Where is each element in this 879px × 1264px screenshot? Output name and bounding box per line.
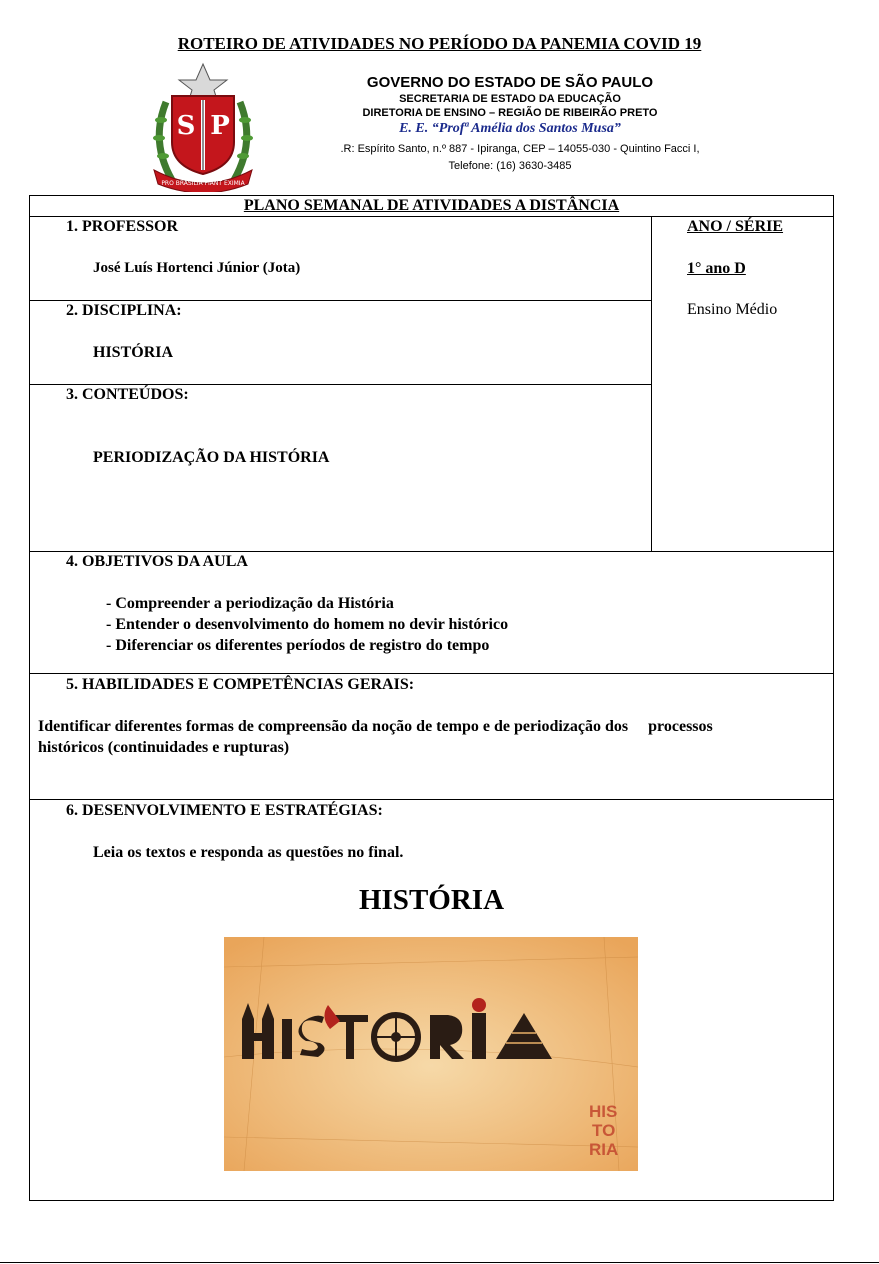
sao-paulo-seal-icon [148, 62, 258, 192]
header-government: GOVERNO DO ESTADO DE SÃO PAULO [366, 74, 654, 91]
column-divider [651, 216, 652, 551]
desenvolvimento-instruction: Leia os textos e responda as questões no final. [93, 844, 404, 861]
ensino-level: Ensino Médio [687, 301, 778, 318]
header-school-name: E. E. “Profª Amélia dos Santos Musa” [399, 121, 621, 136]
disciplina-label: 2. DISCIPLINA: [66, 302, 182, 319]
plan-title: PLANO SEMANAL DE ATIVIDADES A DISTÂNCIA [243, 197, 620, 214]
professor-label: 1. PROFESSOR [66, 218, 179, 235]
divider [30, 384, 651, 385]
conteudos-value: PERIODIZAÇÃO DA HISTÓRIA [93, 449, 330, 466]
banner-corner-text: HIS [589, 1102, 618, 1121]
banner-corner-text: RIA [589, 1140, 619, 1159]
habilidades-label: 5. HABILIDADES E COMPETÊNCIAS GERAIS: [66, 676, 415, 693]
objetivo-item: - Entender o desenvolvimento do homem no devir histórico [106, 616, 509, 633]
divider [30, 300, 651, 301]
desenvolvimento-label: 6. DESENVOLVIMENTO E ESTRATÉGIAS: [66, 802, 383, 819]
header-directorate: DIRETORIA DE ENSINO – REGIÃO DE RIBEIRÃO PRETO [362, 107, 658, 119]
divider [30, 673, 833, 674]
svg-text:PRO BRASILIA FIANT EXIMIA: PRO BRASILIA FIANT EXIMIA [161, 180, 245, 187]
section-heading: HISTÓRIA [358, 884, 505, 916]
objetivo-item: - Compreender a periodização da História [106, 595, 394, 612]
conteudos-label: 3. CONTEÚDOS: [66, 386, 189, 403]
ano-serie-label: ANO / SÉRIE [687, 218, 784, 235]
svg-text:S: S [176, 111, 196, 141]
divider [30, 551, 833, 552]
divider [30, 216, 833, 217]
professor-name: José Luís Hortenci Júnior (Jota) [93, 260, 301, 276]
divider [30, 799, 833, 800]
objetivo-item: - Diferenciar os diferentes períodos de registro do tempo [106, 637, 490, 654]
ano-serie-value: 1° ano D [687, 260, 746, 277]
header-secretary: SECRETARIA DE ESTADO DA EDUCAÇÃO [399, 93, 621, 105]
header-address: .R: Espírito Santo, n.º 887 - Ipiranga, CEP – 14055-030 - Quintino Facci I, [340, 143, 700, 155]
habilidades-text-line2: históricos (continuidades e rupturas) [38, 739, 290, 756]
historia-banner-image [224, 937, 638, 1171]
disciplina-value: HISTÓRIA [93, 344, 174, 361]
page-bottom-rule [0, 1262, 879, 1263]
objetivos-label: 4. OBJETIVOS DA AULA [66, 553, 248, 570]
document-title: ROTEIRO DE ATIVIDADES NO PERÍODO DA PANEMIA COVID 19 [177, 34, 702, 53]
svg-text:P: P [210, 111, 230, 141]
banner-corner-text: TO [592, 1121, 616, 1140]
header-phone: Telefone: (16) 3630-3485 [448, 160, 572, 172]
habilidades-text-line1: Identificar diferentes formas de compreensão da noção de tempo e de periodização dos processos [38, 718, 713, 735]
